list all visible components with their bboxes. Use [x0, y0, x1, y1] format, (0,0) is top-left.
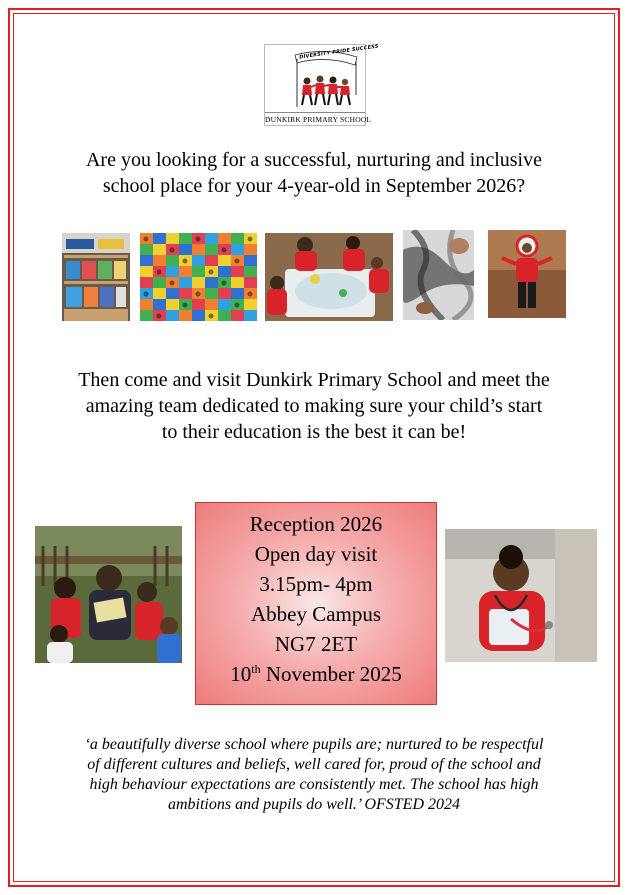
logo-motto: DIVERSITY PRIDE SUCCESS: [298, 43, 380, 61]
photo-child-costume: [488, 230, 566, 318]
event-title: Open day visit: [254, 542, 378, 566]
quote-line-1: ‘a beautifully diverse school where pupils are; nurtured to be respectful: [84, 736, 544, 753]
school-logo: [264, 43, 380, 126]
ofsted-quote: [28, 735, 600, 815]
photo-book-shelf: [62, 233, 130, 321]
event-reception-year: Reception 2026: [249, 512, 383, 536]
event-time: 3.15pm- 4pm: [259, 572, 373, 596]
photo-story-time: [35, 526, 182, 663]
event-date-rest: November 2025: [260, 662, 402, 686]
event-date-suffix: th: [251, 662, 261, 676]
event-postcode: NG7 2ET: [274, 632, 358, 656]
photo-child-stethoscope: [445, 529, 597, 662]
intro-paragraph: [24, 367, 604, 445]
heading-line-1: Are you looking for a successful, nurturing and inclusive: [85, 149, 542, 171]
photo-paint-hands: [403, 230, 474, 320]
open-day-info-box: [195, 502, 437, 705]
main-heading: [30, 147, 598, 199]
intro-line-3: to their education is the best it can be!: [161, 421, 467, 443]
heading-line-2: school place for your 4-year-old in September 2026?: [102, 175, 526, 197]
event-location: Abbey Campus: [250, 602, 382, 626]
intro-line-1: Then come and visit Dunkirk Primary School and meet the: [78, 369, 550, 391]
quote-line-3: high behaviour expectations are consistently met. The school has high: [89, 776, 539, 793]
logo-school-name: DUNKIRK PRIMARY SCHOOL: [265, 112, 365, 124]
event-date-day: 10: [230, 662, 252, 686]
quote-line-4: ambitions and pupils do well.’ OFSTED 2024: [167, 796, 460, 813]
quote-line-2: of different cultures and beliefs, well cared for, proud of the school and: [87, 756, 541, 773]
photo-handprints: [140, 233, 257, 321]
intro-line-2: amazing team dedicated to making sure your child’s start: [85, 395, 543, 417]
photo-water-play: [265, 233, 393, 321]
event-date: [196, 659, 436, 689]
